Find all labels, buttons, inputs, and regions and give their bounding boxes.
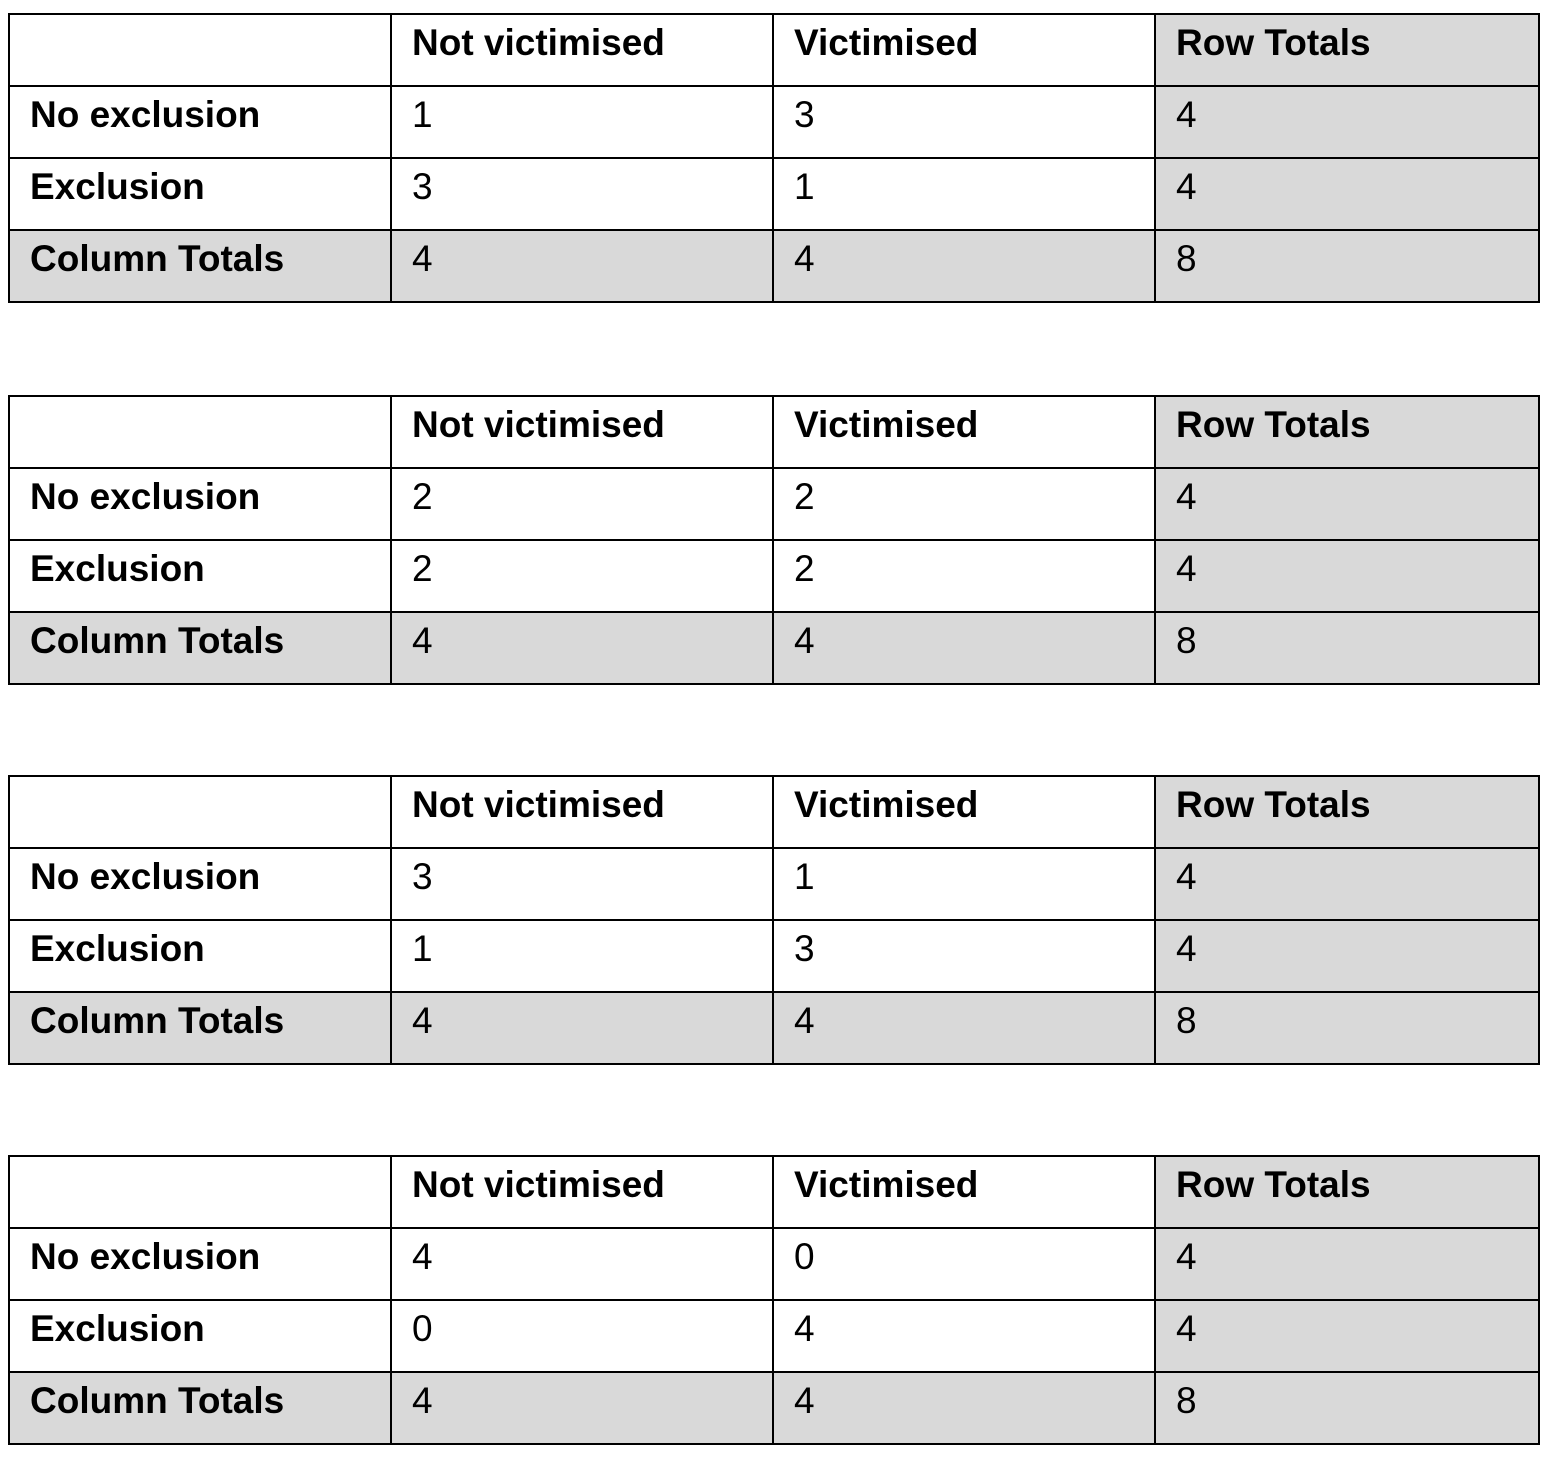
row-label-no-exclusion: No exclusion [9,468,391,540]
column-total-cell: 4 [391,230,773,302]
header-corner-cell [9,776,391,848]
column-total-cell: 4 [391,612,773,684]
header-victimised: Victimised [773,776,1155,848]
column-totals-row [9,230,1539,302]
header-not-victimised: Not victimised [391,1156,773,1228]
header-not-victimised: Not victimised [391,776,773,848]
table-row [9,1300,1539,1372]
row-total-cell: 4 [1155,86,1539,158]
row-label-column-totals: Column Totals [9,230,391,302]
header-row-totals: Row Totals [1155,14,1539,86]
contingency-table-4 [8,1155,1540,1445]
table-header-row [9,1156,1539,1228]
grand-total-cell: 8 [1155,612,1539,684]
header-corner-cell [9,14,391,86]
row-label-column-totals: Column Totals [9,1372,391,1444]
row-total-cell: 4 [1155,1228,1539,1300]
row-total-cell: 4 [1155,158,1539,230]
grand-total-cell: 8 [1155,1372,1539,1444]
row-label-no-exclusion: No exclusion [9,86,391,158]
header-not-victimised: Not victimised [391,396,773,468]
table-header-row [9,14,1539,86]
table-row [9,920,1539,992]
table-row [9,540,1539,612]
row-total-cell: 4 [1155,920,1539,992]
column-total-cell: 4 [773,992,1155,1064]
row-label-exclusion: Exclusion [9,158,391,230]
column-totals-row [9,612,1539,684]
row-label-no-exclusion: No exclusion [9,848,391,920]
table-cell: 1 [391,86,773,158]
table-cell: 0 [773,1228,1155,1300]
column-total-cell: 4 [773,612,1155,684]
row-total-cell: 4 [1155,1300,1539,1372]
header-row-totals: Row Totals [1155,396,1539,468]
table-row [9,468,1539,540]
table-cell: 1 [391,920,773,992]
column-totals-row [9,1372,1539,1444]
column-total-cell: 4 [391,992,773,1064]
column-totals-row [9,992,1539,1064]
header-row-totals: Row Totals [1155,1156,1539,1228]
table-cell: 2 [773,468,1155,540]
row-label-exclusion: Exclusion [9,1300,391,1372]
table-row [9,86,1539,158]
table-header-row [9,396,1539,468]
header-victimised: Victimised [773,1156,1155,1228]
header-corner-cell [9,1156,391,1228]
contingency-table-2 [8,395,1540,685]
contingency-table-3 [8,775,1540,1065]
table-cell: 4 [391,1228,773,1300]
row-total-cell: 4 [1155,848,1539,920]
table-cell: 0 [391,1300,773,1372]
table-row [9,1228,1539,1300]
table-row [9,848,1539,920]
header-victimised: Victimised [773,14,1155,86]
contingency-table-1 [8,13,1540,303]
table-row [9,158,1539,230]
table-cell: 4 [773,1300,1155,1372]
header-not-victimised: Not victimised [391,14,773,86]
row-label-column-totals: Column Totals [9,992,391,1064]
row-total-cell: 4 [1155,540,1539,612]
header-corner-cell [9,396,391,468]
column-total-cell: 4 [391,1372,773,1444]
row-label-exclusion: Exclusion [9,920,391,992]
header-victimised: Victimised [773,396,1155,468]
table-cell: 3 [773,920,1155,992]
table-cell: 1 [773,158,1155,230]
column-total-cell: 4 [773,1372,1155,1444]
header-row-totals: Row Totals [1155,776,1539,848]
column-total-cell: 4 [773,230,1155,302]
grand-total-cell: 8 [1155,992,1539,1064]
row-label-column-totals: Column Totals [9,612,391,684]
row-total-cell: 4 [1155,468,1539,540]
table-cell: 1 [773,848,1155,920]
row-label-no-exclusion: No exclusion [9,1228,391,1300]
table-cell: 3 [773,86,1155,158]
table-cell: 2 [391,468,773,540]
table-cell: 2 [773,540,1155,612]
table-cell: 3 [391,848,773,920]
table-cell: 2 [391,540,773,612]
row-label-exclusion: Exclusion [9,540,391,612]
table-header-row [9,776,1539,848]
table-cell: 3 [391,158,773,230]
grand-total-cell: 8 [1155,230,1539,302]
